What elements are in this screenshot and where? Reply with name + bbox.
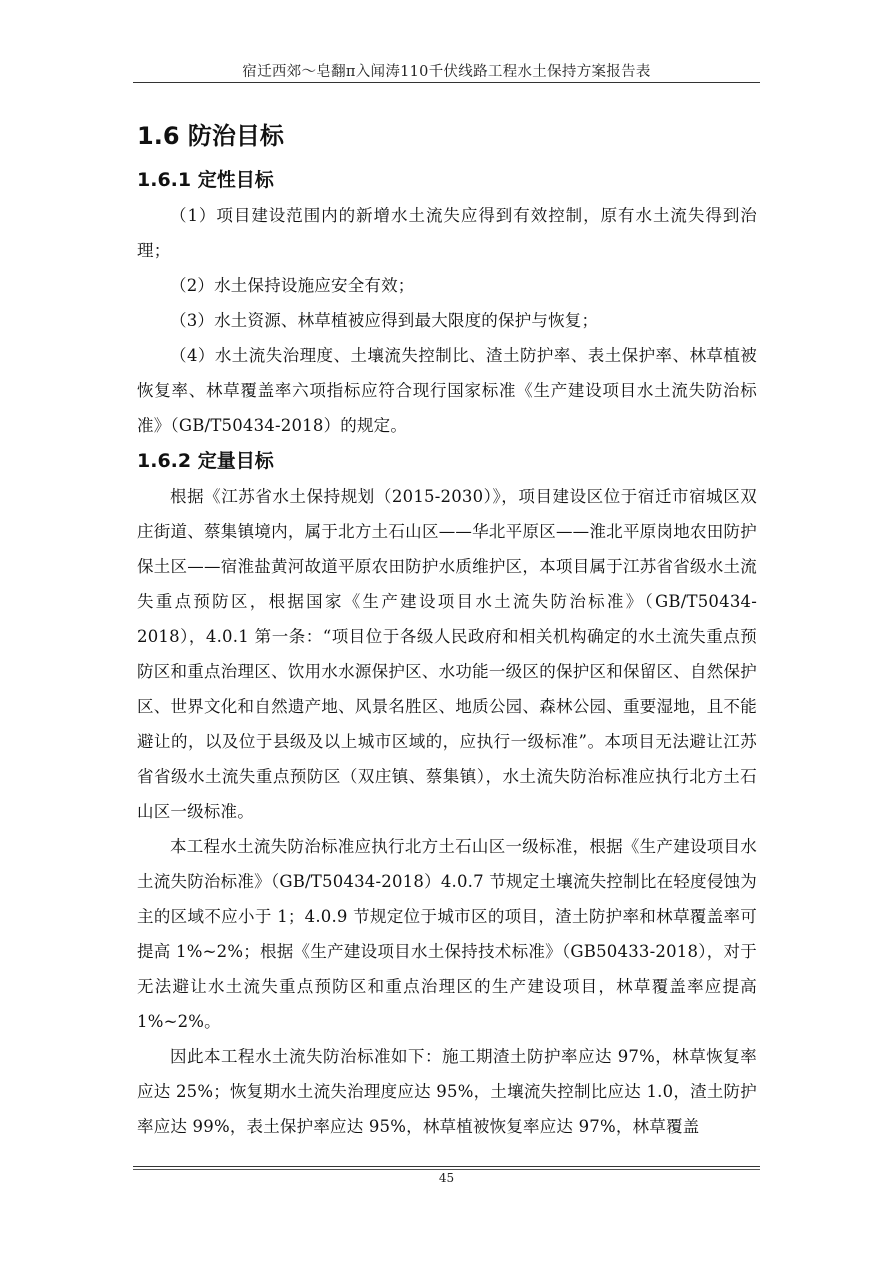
header-divider	[133, 82, 760, 83]
qualitative-item-2: （2）水土保持设施应安全有效；	[170, 276, 415, 295]
footer-divider	[133, 1166, 760, 1167]
qualitative-item-1: （1）项目建设范围内的新增水土流失应得到有效控制，原有水土流失得到治理；	[137, 206, 757, 260]
page-number: 45	[438, 1171, 455, 1185]
quantitative-paragraph-2: 本工程水土流失防治标准应执行北方土石山区一级标准，根据《生产建设项目水土流失防治标准》（GB/T50434-2018）4.0.7 节规定土壤流失控制比在轻度侵蚀为主的区域不应小于 1；4.0.9 节规定位于城市区的项目，渣土防护率和林草覆盖率可提高 1%~2%；根据《生产建设项目水土保持技术标准》（GB50433-2018），对于无法避让水土流失重点预防区和重点治理区的生产建设项目，林草覆盖率应提高 1%~2%。	[137, 837, 757, 1031]
quantitative-paragraph-1: 根据《江苏省水土保持规划（2015-2030）》，项目建设区位于宿迁市宿城区双庄街道、蔡集镇境内，属于北方土石山区——华北平原区——淮北平原岗地农田防护保土区——宿淮盐黄河故道平原农田防护水质维护区，本项目属于江苏省省级水土流失重点预防区，根据国家《生产建设项目水土流失防治标准》（GB/T50434-2018），4.0.1 第一条：“项目位于各级人民政府和相关机构确定的水土流失重点预防区和重点治理区、饮用水水源保护区、水功能一级区的保护区和保留区、自然保护区、世界文化和自然遗产地、风景名胜区、地质公园、森林公园、重要湿地，且不能避让的，以及位于县级及以上城市区域的，应执行一级标准”。本项目无法避让江苏省省级水土流失重点预防区（双庄镇、蔡集镇），水土流失防治标准应执行北方土石山区一级标准。	[137, 487, 757, 821]
subsection-heading-qualitative: 1.6.1 定性目标	[137, 169, 274, 191]
qualitative-item-4: （4）水土流失治理度、土壤流失控制比、渣土防护率、表土保护率、林草植被恢复率、林草覆盖率六项指标应符合现行国家标准《生产建设项目水土流失防治标准》（GB/T50434-2018）的规定。	[137, 346, 757, 435]
page-header-title: 宿迁西郊～皂翻π入闻涛110千伏线路工程水土保持方案报告表	[242, 64, 651, 80]
qualitative-item-3: （3）水土资源、林草植被应得到最大限度的保护与恢复；	[170, 311, 599, 330]
section-heading: 1.6 防治目标	[137, 122, 284, 150]
quantitative-paragraph-3: 因此本工程水土流失防治标准如下：施工期渣土防护率应达 97%，林草恢复率应达 25%；恢复期水土流失治理度应达 95%，土壤流失控制比应达 1.0，渣土防护率应达 99%，表土保护率应达 95%，林草植被恢复率应达 97%，林草覆盖	[137, 1047, 757, 1136]
subsection-heading-quantitative: 1.6.2 定量目标	[137, 450, 274, 472]
document-body	[137, 116, 757, 1144]
footer-divider-thin	[133, 1169, 760, 1170]
